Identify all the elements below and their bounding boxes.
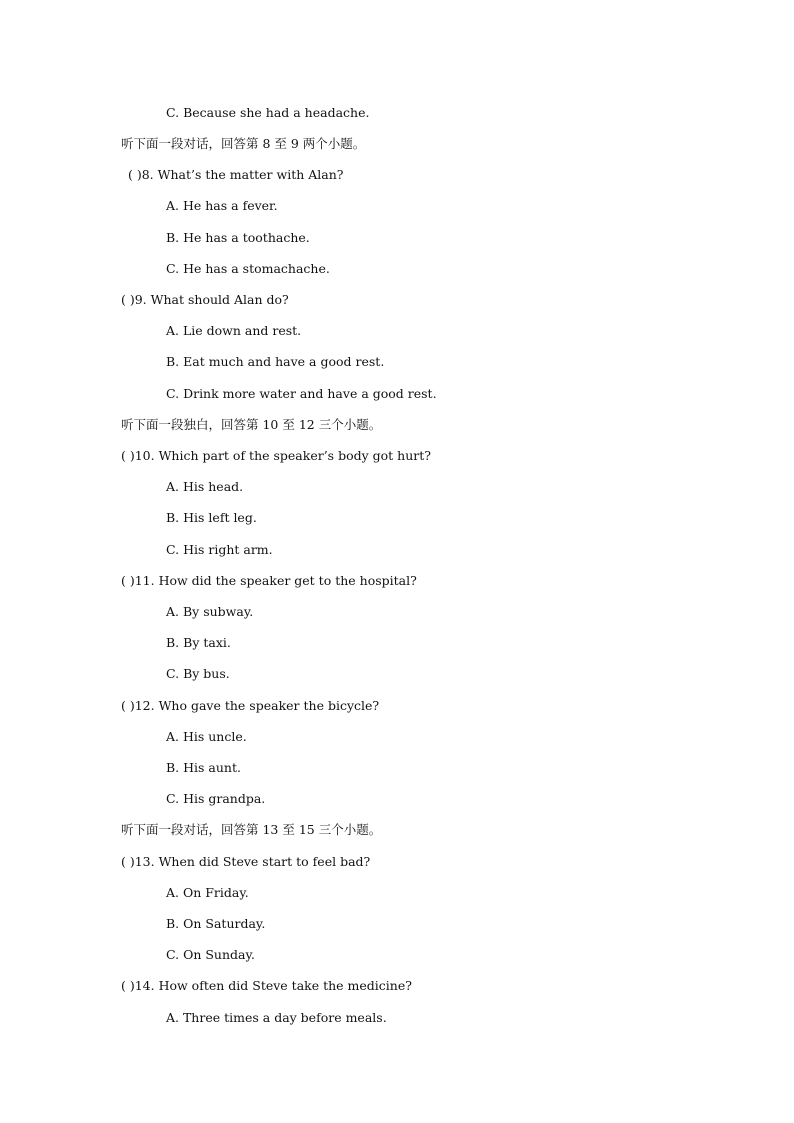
option-line: B. His aunt.	[166, 760, 241, 775]
question-line: ( )9. What should Alan do?	[121, 292, 289, 307]
question-line: ( )14. How often did Steve take the medicine?	[121, 978, 412, 993]
option-line: A. His uncle.	[166, 729, 247, 744]
option-line: C. Drink more water and have a good rest.	[166, 386, 437, 401]
option-line: B. Eat much and have a good rest.	[166, 354, 385, 369]
option-line: A. He has a fever.	[166, 198, 278, 213]
section-instruction: 听下面一段对话，回答第 8 至 9 两个小题。	[121, 136, 366, 151]
question-line: ( )13. When did Steve start to feel bad?	[121, 854, 371, 869]
option-line: B. He has a toothache.	[166, 230, 310, 245]
question-line: ( )8. What’s the matter with Alan?	[128, 167, 344, 182]
option-line: C. By bus.	[166, 666, 230, 681]
option-line: C. Because she had a headache.	[166, 105, 370, 120]
option-line: A. His head.	[166, 479, 244, 494]
section-instruction: 听下面一段独白，回答第 10 至 12 三个小题。	[121, 417, 382, 432]
question-line: ( )12. Who gave the speaker the bicycle?	[121, 698, 380, 713]
section-instruction: 听下面一段对话，回答第 13 至 15 三个小题。	[121, 822, 382, 837]
option-line: C. On Sunday.	[166, 947, 255, 962]
option-line: A. On Friday.	[166, 885, 249, 900]
option-line: C. He has a stomachache.	[166, 261, 330, 276]
option-line: B. By taxi.	[166, 635, 231, 650]
option-line: B. On Saturday.	[166, 916, 266, 931]
option-line: A. Lie down and rest.	[166, 323, 302, 338]
question-line: ( )11. How did the speaker get to the hospital?	[121, 573, 417, 588]
option-line: C. His right arm.	[166, 542, 273, 557]
question-line: ( )10. Which part of the speaker’s body got hurt?	[121, 448, 431, 463]
option-line: B. His left leg.	[166, 510, 257, 525]
option-line: C. His grandpa.	[166, 791, 266, 806]
option-line: A. By subway.	[166, 604, 254, 619]
option-line: A. Three times a day before meals.	[166, 1010, 387, 1025]
